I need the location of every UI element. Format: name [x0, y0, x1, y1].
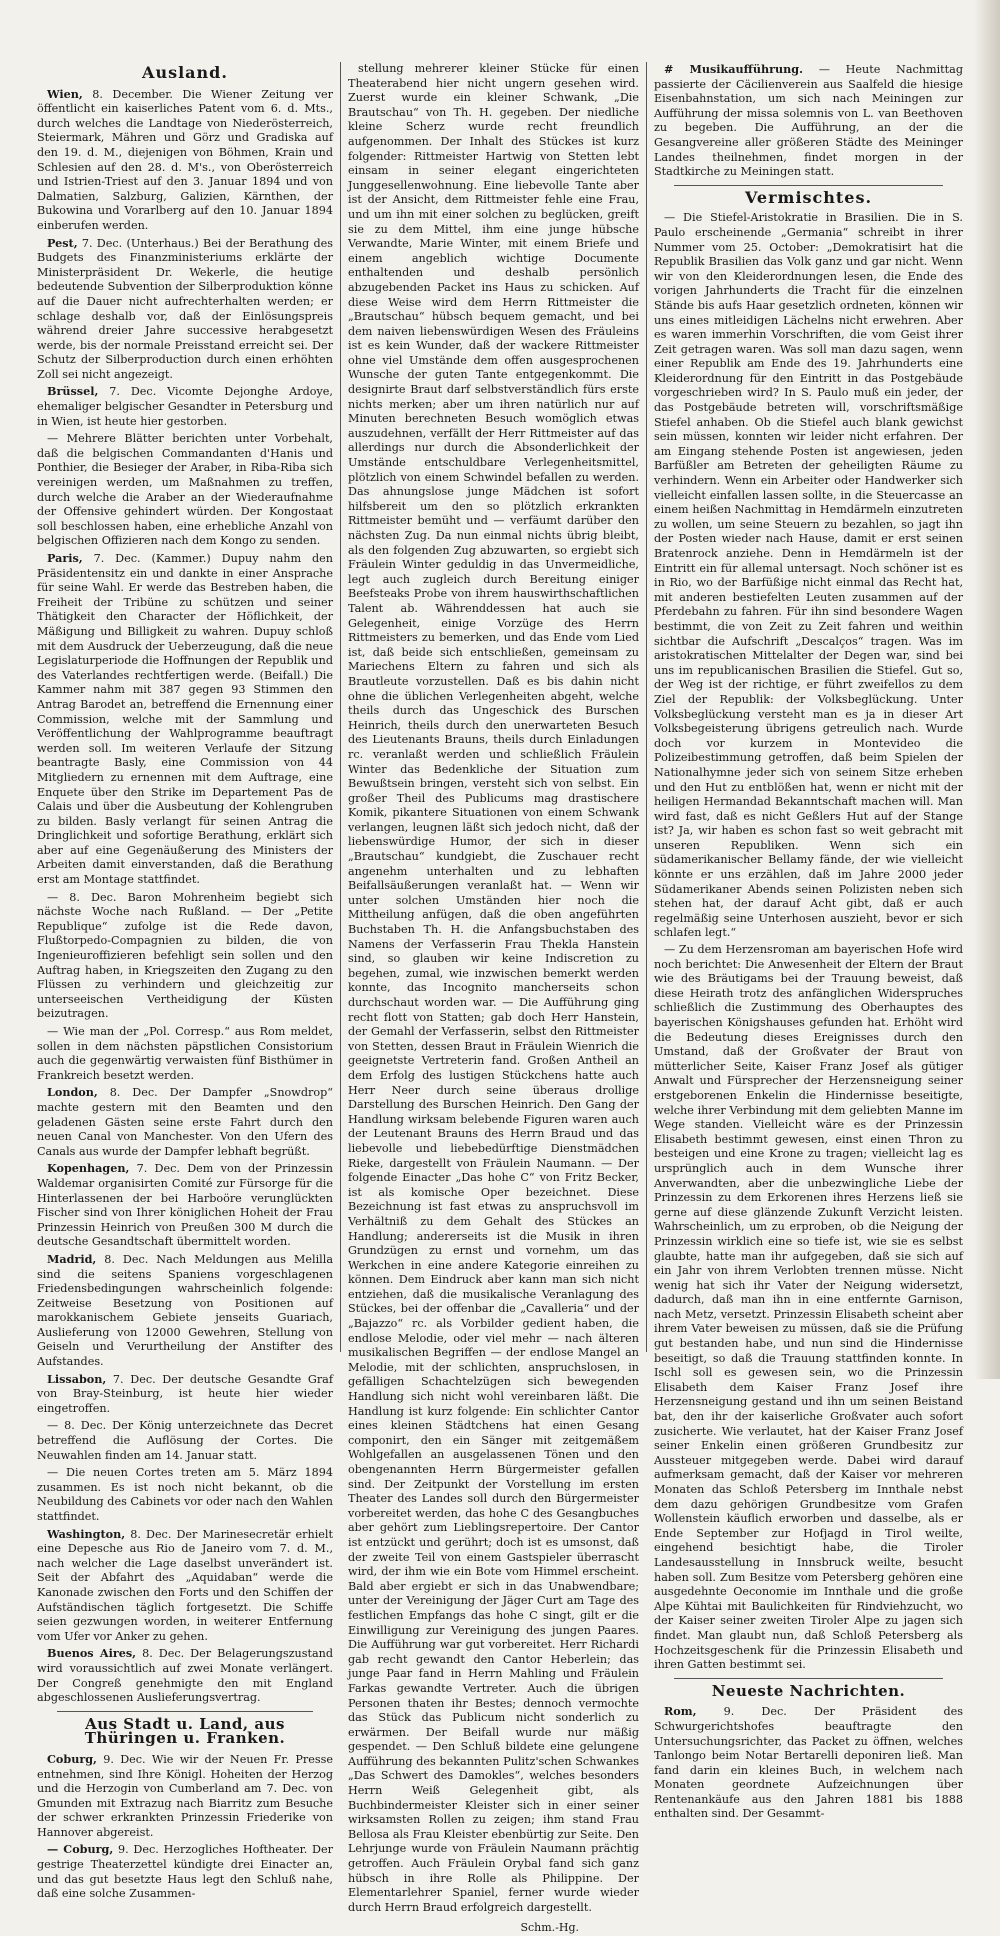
dateline: Kopenhagen, [47, 1161, 130, 1176]
dateline: Buenos Aires, [47, 1646, 137, 1661]
section-heading-stadt-land: Aus Stadt u. Land, aus Thüringen u. Franken. [84, 1714, 286, 1748]
article-text: 7. Dec. Dem von der Prinzessin Waldemar organisirten Comité zur Fürsorge für die Hinterlassenen der bei Harboöre verunglückten Fischer sind von Ihrer königlichen Hoheit der Frau Prinzessin Heinrich von Preußen 300 M durch die deutsche Gesandtschaft übermittelt worden. [37, 1162, 333, 1249]
dateline: Brüssel, [47, 384, 99, 399]
article-text: — Wie man der „Pol. Corresp.“ aus Rom meldet, sollen in dem nächsten päpstlichen Consistorium auch die gegenwärtig verwaisten fünf Bisthümer in Frankreich besetzt werden. [37, 1025, 333, 1082]
article-text: 7. Dec. Vicomte Dejonghe Ardoye, ehemaliger belgischer Gesandter in Petersburg und in Wien, ist heute hier gestorben. [37, 385, 333, 428]
dateline: Washington, [47, 1526, 126, 1541]
article [37, 1418, 333, 1463]
signature: Schm.-Hg. [520, 1921, 579, 1935]
page-edge [974, 0, 1000, 1379]
column-1 [30, 62, 340, 1901]
article [37, 1372, 333, 1417]
stadt-land-articles [37, 1752, 333, 1902]
divider [674, 185, 943, 186]
article [37, 1752, 333, 1841]
article-text: — 8. Dec. Der König unterzeichnete das Decret betreffend die Auflösung der Cortes. Die Neuwahlen finden am 14. Januar statt. [37, 1419, 333, 1462]
dateline: Madrid, [47, 1251, 97, 1266]
paragraph: — Zu dem Herzensroman am bayerischen Hofe wird noch berichtet: Die Anwesenheit der Eltern der Braut wie des Bräutigams bei der Trauung beweist, daß diese Heirath trotz des anfänglichen Widerspruches schließlich die Zustimmung des Oberhauptes des bayerischen Königshauses gefunden hat. Erhöht wird die Bedeutung dieses Ereignisses durch den Umstand, daß der Großvater der Braut von mütterlicher Seite, Kaiser Franz Josef als gütiger Anwalt und Fürsprecher der Herzensneigung seiner erstgeborenen Enkelin die Hindernisse beseitigte, welche ihrer Verbindung mit dem geliebten Manne im Wege standen. Vielleicht wäre es der Prinzessin Elisabeth bestimmt gewesen, einst einen Thron zu besteigen und eine Krone zu tragen; vielleicht lag es ursprünglich auch in dem Wunsche ihrer Anverwandten, aber die unbezwingliche Liebe der Prinzessin zu dem Erkorenen ihres Herzens ließ sie gerne auf diese glänzende Zukunft Verzicht leisten. Wahrscheinlich, um zu erproben, ob die Neigung der Prinzessin wirklich eine so tiefe ist, wie sie es selbst glaubte, hatte man ihr aufgegeben, daß sie sich auf ein Jahr von ihrem Verlobten trennen müsse. Nicht wenig hat sich ihr Vater der Neigung widersetzt, dadurch, daß man ihn in eine entfernte Garnison, nach Metz, versetzt. Prinzessin Elisabeth scheint aber ihrem Vater beweisen zu müssen, daß sie die Prüfung gut bestanden habe, und nun sind die Hindernisse beseitigt, so daß die Trauung stattfinden konnte. In Ischl soll es gewesen sein, wo die Prinzessin Elisabeth dem Kaiser Franz Josef ihre Herzensneigung gestand und ihn um seinen Beistand bat, den ihr der kaiserliche Großvater auch sofort zusicherte. Wie verlautet, hat der Kaiser Franz Josef seiner Enkelin einen größeren Grundbesitz zur Aussteuer mitgegeben werde. Dabei wird darauf aufmerksam gemacht, daß der Kaiser vor mehreren Monaten das Schloß Petersberg im Innthale nebst dem dazu gehörigen Grundbesitze vom Grafen Wollenstein käuflich erworben und dasselbe, als er Ende September zur Hofjagd in Tirol weilte, eingehend besichtigt habe, die Tiroler Landesausstellung in Innsbruck weilte, besucht haben soll. Zum Besitze vom Petersberg gehören eine ausgedehnte Oeconomie im Innthale und die große Alpe Kühtai mit Baulichkeiten für Rindviehzucht, wo der Kaiser seiner zweiten Tiroler Alpe zu jagen sich findet. Man glaubt nun, daß Schloß Petersberg als Hochzeitsgeschenk für die Prinzessin Elisabeth und ihren Gatten bestimmt sei. [654, 943, 963, 1672]
article [37, 1465, 333, 1524]
dateline: Lissabon, [47, 1371, 107, 1386]
article-text: — Die neuen Cortes treten am 5. März 1894 zusammen. Es ist noch nicht bekannt, ob die Neubildung des Cabinets vor oder nach den Wahlen stattfindet. [37, 1466, 333, 1523]
article [37, 236, 333, 383]
article-text: 8. Dec. Der Dampfer „Snowdrop“ machte gestern mit den Beamten und den geladenen Gästen seine erste Fahrt durch den neuen Canal von Manchester. Von den Ufern des Canals aus wurde der Dampfer lebhaft begrüßt. [37, 1086, 333, 1158]
article-text: — Heute Nachmittag passierte der Cäcilienverein aus Saalfeld die hiesige Eisenbahnstation, um sich nach Meiningen zur Aufführung der missa solemnis von L. van Beethoven zu begeben. Die Aufführung, an der die Gesangvereine aller größeren Städte des Meininger Landes theilnehmen, findet morgen in der Stadtkirche zu Meiningen statt. [654, 63, 963, 179]
article [37, 384, 333, 429]
dateline: Rom, [664, 1704, 697, 1719]
article-text: 9. Dec. Herzogliches Hoftheater. Der gestrige Theaterzettel kündigte drei Einacter an, und das gut besetzte Haus legt den Schluß nahe, daß eine solche Zusammen- [37, 1843, 333, 1901]
article-text: 8. Dec. Der Belagerungszustand wird voraussichtlich auf zwei Monate verlängert. Der Congreß genehmigte den mit England abgeschlossenen Auslieferungsvertrag. [37, 1647, 333, 1705]
article-text: — Mehrere Blätter berichten unter Vorbehalt, daß die belgischen Commandanten d'Hanis und Ponthier, die Besieger der Araber, in Riba-Riba sich vereinigen werden, um Maßnahmen zu treffen, durch welche die Araber an der Wiederaufnahme der Offensive gehindert würden. Der Kongostaat soll beschlossen haben, eine erhebliche Anzahl von belgischen Offizieren nach dem Kongo zu senden. [37, 432, 333, 548]
ausland-articles [37, 87, 333, 1706]
article [37, 1646, 333, 1705]
article [37, 1252, 333, 1370]
dateline: London, [47, 1085, 98, 1100]
article-text: 8. December. Die Wiener Zeitung ver öffentlicht ein kaiserliches Patent vom 6. d. Mts., durch welches die Landtage von Niederösterreich, Steiermark, Mähren und Görz und Gradiska auf den 19. d. M., diejenigen von Böhmen, Krain und Schlesien auf den 28. d. M's., von Oberösterreich und Istrien-Triest auf den 3. Januar 1894 und von Dalmatien, Salzburg, Galizien, Kärnthen, der Bukowina und Vorarlberg auf den 10. Januar 1894 einberufen werden. [37, 87, 333, 232]
article-text: 7. Dec. (Unterhaus.) Bei der Berathung des Budgets des Finanzministeriums erklärte der Ministerpräsident Dr. Wekerle, die heutige bedeutende Subvention der Silberproduktion könne auf die Dauer nicht aufrechterhalten werden; er schlage deshalb vor, daß der Einlösungspreis während dreier Jahre successive herabgesetzt werde, bis der normale Preisstand erreicht sei. Der Schutz der Silberproduction durch einen erhöhten Zoll sei nicht angezeigt. [37, 236, 333, 381]
article-musikauffuehrung [654, 62, 963, 180]
article-rom [654, 1704, 963, 1822]
divider [57, 1711, 313, 1712]
article-text: 9. Dec. Der Präsident des Schwurgerichtshofes beauftragte den Untersuchungsrichter, das Packet zu öffnen, welches Tanlongo beim Notar Bertarelli deponiren ließ. Man fand darin ein kleines Buch, in welchem nach Monaten geordnete Aufzeichnungen über Rentenankäufe aus den Jahren 1881 bis 1888 enthalten sind. Der Gesammt- [654, 1705, 963, 1821]
article [37, 551, 333, 888]
theater-review [348, 62, 639, 1915]
article [37, 1024, 333, 1083]
divider [674, 1678, 943, 1679]
dateline: Pest, [47, 235, 78, 250]
dateline: Paris, [47, 551, 83, 565]
paragraph: stellung mehrerer kleiner Stücke für einen Theaterabend hier nicht ungern gesehen wird. Zuerst wurde ein kleiner Schwank, „Die Brautschau“ von Th. H. gegeben. Der niedliche kleine Scherz wurde recht freundlich aufgenommen. Der Inhalt des Stückes ist kurz folgender: Rittmeister Hartwig von Stetten lebt einsam in seiner elegant eingerichteten Junggesellenwohnung. Eine liebevolle Tante aber ist der Ansicht, dem Rittmeister fehle eine Frau, und um ihn mit einer solchen zu beglücken, greift sie zu dem Mittel, ihm eine junge hübsche Verwandte, Marie Winter, mit einem Briefe und einem angeblich wichtige Documente enthaltenden und deshalb persönlich abzugebenden Packet ins Haus zu schicken. Auf diese Weise wird dem Herrn Rittmeister die „Brautschau“ hübsch bequem gemacht, und bei dem naiven liebenswürdigen Wesen des Fräuleins ist es kein Wunder, daß der wackere Rittmeister ohne viel Umstände dem offen ausgesprochenen Wunsche der guten Tante entgegenkommt. Die designirte Braut darf selbstverständlich fürs erste nichts merken; aber um ihren natürlich nur auf Minuten berechneten Besuch womöglich etwas auszudehnen, verfällt der Herr Rittmeister auf das allerdings nur durch die Absonderlichkeit der Umstände entschuldbare Verlegenheitsmittel, plötzlich von einem Schwindel befallen zu werden. Das ahnungslose junge Mädchen ist sofort hilfsbereit um den so plötzlich erkrankten Rittmeister bemüht und — verfäumt darüber den nächsten Zug. Da nun einmal nichts übrig bleibt, als den folgenden Zug abzuwarten, so ergiebt sich Fräulein Winter geduldig in das Unvermeidliche, legt auch zugleich durch Bereitung einiger Beefsteaks Probe von ihrem hauswirthschaftlichen Talent ab. Währenddessen hat auch sie Gelegenheit, einige Vorzüge des Herrn Rittmeisters zu bemerken, und das Ende vom Lied ist, daß beide sich entschließen, gemeinsam zu Mariechens Eltern zu fahren und sich als Brautleute vorzustellen. Daß es bis dahin nicht ohne die üblichen Verlegenheiten abgeht, welche theils durch das Ungeschick des Burschen Heinrich, theils durch den unerwarteten Besuch des Lieutenants Brauns, theils durch Einladungen rc. veranlaßt werden und schließlich Fräulein Winter das Bedenkliche der Situation zum Bewußtsein bringen, versteht sich von selbst. Ein großer Theil des Publicums mag drastischere Komik, pikantere Situationen von einem Schwank verlangen, leugnen läßt sich jedoch nicht, daß der liebenswürdige Humor, der sich in dieser „Brautschau“ kundgiebt, die Zuschauer recht angenehm unterhalten und zu lebhaften Beifallsäußerungen veranlaßt hat. — Wenn wir unter solchen Umständen hier noch die Mittheilung anfügen, daß die oben angeführten Buchstaben Th. H. die Anfangsbuchstaben des Namens der Verfasserin Frau Thekla Hanstein sind, so glauben wir keine Indiscretion zu begehen, zumal, wie inzwischen bemerkt werden konnte, das Incognito mancherseits schon durchschaut worden war. — Die Aufführung ging recht flott von Statten; gab doch Herr Hanstein, der Gemahl der Verfasserin, selbst den Rittmeister von Stetten, dessen Braut in Fräulein Wienrich die geeignetste Vertreterin fand. Großen Antheil an dem Erfolg des lustigen Stückchens hatte auch Herr Neer durch seine überaus drollige Darstellung des Burschen Heinrich. Den Gang der Handlung wirksam belebende Figuren waren auch der Leutenant Brauns des Herrn Braud und das liebevolle und liebebedürftige Dienstmädchen Rieke, dargestellt von Fräulein Naumann. — Der folgende Einacter „Das hohe C“ von Fritz Becker, ist als komische Oper bezeichnet. Diese Bezeichnung ist fast etwas zu anspruchsvoll im Verhältniß zu dem Gehalt des Stückes an Handlung; andererseits ist die Musik in ihren Grundzügen zu ernst und vornehm, um das Werkchen in eine andere Kategorie einreihen zu können. Dem Eindruck aber kann man sich nicht entziehen, daß die musikalische Veranlagung des Stückes, bei der offenbar die „Cavalleria“ und der „Bajazzo“ rc. als Vorbilder gedient haben, die endlose Melodie, oder viel mehr — nach älteren musikalischen Begriffen — der endlose Mangel an Melodie, mit der schlichten, anspruchslosen, in gefälligen Schachtelzügen sich bewegenden Handlung sich nicht wohl vereinbaren läßt. Die Handlung ist kurz folgende: Ein schlichter Cantor eines kleinen Städtchens hat einen Gesang componirt, den ein Sänger mit zeitgemäßem Wohlgefallen an ausgelassenen Tönen und den obengenannten Herrn Bürgermeister gefallen sind. Der Zeitpunkt der Vorstellung im ersten Theater des Landes soll durch den Bürgermeister vorbereitet werden, das hohe C des Gesangbuches aber gehört zum Lieblingsrepertoire. Der Cantor ist entzückt und gerührt; doch ist es umsonst, daß der zweite Teil von einem Gastspieler überrascht wird, der ihm wie ein Bote vom Himmel erscheint. Bald aber ergiebt er sich in das Unabwendbare; unter der Vereinigung der Jäger Curt am Tage des festlichen Empfangs das hohe C singt, gilt er die Einwilligung zur Vereinigung des jungen Paares. Die Aufführung war gut vorbereitet. Herr Richardi gab recht gewandt den Cantor Heberlein; das junge Paar fand in Herrn Mahling und Fräulein Farkas gewandte Vertreter. Auch die übrigen Personen thaten ihr Bestes; dennoch vermochte das Stück das Publicum nicht sonderlich zu erwärmen. Der Beifall wurde nur mäßig gespendet. — Den Schluß bildete eine gelungene Aufführung des bekannten Pulitz'schen Schwankes „Das Schwert des Damokles“, welches besonders Herrn Weiß Gelegenheit gibt, als Buchbindermeister Kleister sich in einer seiner wirksamsten Rollen zu zeigen; ihm stand Frau Bellosa als Frau Kleister ebenbürtig zur Seite. Den Lehrjunge wurde von Fräulein Naumann prächtig getroffen. Auch Fräulein Orybal fand sich ganz hübsch in ihre Rolle als Philippine. Der Elementarlehrer Spaniel, ferner wurde wieder durch Herrn Braud erfolgreich dargestellt. [348, 62, 639, 1914]
section-heading-ausland: Ausland. [142, 63, 228, 82]
vermischtes-articles [654, 211, 963, 1672]
article [37, 890, 333, 1022]
article [37, 87, 333, 234]
dateline: Wien, [47, 86, 83, 101]
article [37, 1085, 333, 1159]
article-text: 7. Dec. (Kammer.) Dupuy nahm den Präsidentensitz ein und dankte in einer Ansprache für seine Wahl. Er werde das Bestreben haben, die Freiheit der Tribüne zu schützen und seiner Thätigkeit den Character der Höflichkeit, der Mäßigung und Billigkeit zu wahren. Dupuy schloß mit dem Ausdruck der Ueberzeugung, daß die neue Legislaturperiode die Hoffnungen der Republik und des Vaterlandes rechtfertigen werde. (Beifall.) Die Kammer nahm mit 387 gegen 93 Stimmen den Antrag Barodet an, betreffend die Ernennung einer Commission, welche mit der Sammlung und Veröffentlichung der Wahlprogramme beauftragt werden soll. Im weiteren Verlaufe der Sitzung beantragte Basly, eine Commission von 44 Mitgliedern zu ernennen mit dem Auftrage, eine Enquete über den Strike im Departement Pas de Calais und über die Ausbeutung der Kohlengruben zu bilden. Basly verlangt für seinen Antrag die Dringlichkeit und sofortige Berathung, erklärt sich aber auf eine Gegenäußerung des Ministers der Arbeiten damit einverstanden, daß die Berathung erst am Montage stattfindet. [37, 552, 333, 887]
section-heading-neueste-nachrichten: Neueste Nachrichten. [711, 1681, 906, 1700]
dateline: Coburg, [47, 1751, 97, 1766]
article-text: — 8. Dec. Baron Mohrenheim begiebt sich nächste Woche nach Rußland. — Der „Petite Republique“ zufolge ist die Rede davon, Flußtorpedo-Compagnien zu bilden, die von Ingenieuroffizieren befehligt sein sollen und den Auftrag haben, in Kriegszeiten den Zugang zu den Flüssen zu verhindern und gleichzeitig zur unterseeischen Vertheidigung der Küsten beizutragen. [37, 890, 333, 1021]
article-text: 9. Dec. Wie wir der Neuen Fr. Presse entnehmen, sind Ihre Königl. Hoheiten der Herzog und die Herzogin von Cumberland am 7. Dec. von Gmunden mit Extrazug nach Biarritz zum Besuche der schwer erkrankten Prinzessin Friederike von Hannover abgereist. [37, 1752, 333, 1839]
dateline: — Coburg, [47, 1842, 114, 1857]
article [37, 431, 333, 549]
article-text: 8. Dec. Der Marinesecretär erhielt eine Depesche aus Rio de Janeiro vom 7. d. M., nach welcher die Lage daselbst unverändert ist. Seit der Abfahrt des „Aquidaban“ werde die Kanonade zwischen den Forts und den Schiffen der Aufständischen täglich fortgesetzt. Die Schiffe seien gezwungen worden, in weiterer Entfernung vom Ufer vor Anker zu gehen. [37, 1527, 333, 1643]
article-text: 8. Dec. Nach Meldungen aus Melilla sind die seitens Spaniens vorgeschlagenen Friedensbedingungen wahrscheinlich folgende: Zeitweise Besetzung von Positionen auf marokkanischem Gebiete jenseits Guariach, Auslieferung von 12000 Gewehren, Stellung von Geiseln und Verurtheilung der Anstifter des Aufstandes. [37, 1252, 333, 1369]
article-text: 7. Dec. Der deutsche Gesandte Graf von Bray-Steinburg, ist heute hier wieder eingetroffen. [37, 1372, 333, 1415]
dateline: # Musikaufführung. [664, 62, 803, 76]
columns [30, 62, 970, 1935]
article [37, 1842, 333, 1901]
section-heading-vermischtes: Vermischtes. [744, 187, 873, 207]
article [37, 1161, 333, 1250]
column-3 [646, 62, 970, 1821]
article [37, 1527, 333, 1645]
paragraph: — Die Stiefel-Aristokratie in Brasilien. Die in S. Paulo erscheinende „Germania“ schreibt in ihrer Nummer vom 25. October: „Demokratisirt hat die Republik Brasilien das Volk ganz und gar nicht. Wenn wir von den Kleiderordnungen lesen, die Ende des vorigen Jahrhunderts die Tracht für die einzelnen Stände bis aufs Haar gesetzlich ordneten, können wir uns eines mitleidigen Lächelns nicht erwehren. Aber es waren immerhin Vorschriften, die vom Geist ihrer Zeit getragen waren. Was soll man dazu sagen, wenn einer Republik am Ende des 19. Jahrhunderts eine Kleiderordnung für den Eintritt in das Postgebäude vorgeschrieben wird? In S. Paulo muß ein jeder, der das Postgebäude betreten will, vorschriftsmäßige Stiefel anhaben. Ob die Stiefel auch blank gewichst sein müssen, konnten wir leider nicht erfahren. Der am Eingang stehende Posten ist angewiesen, jeden Barfüßler am Betreten der geheiligten Räume zu verhindern. Wenn ein Arbeiter oder Handwerker sich vielleicht einfallen lassen sollte, in die Steuercasse an einem heißen Nachmittag in Hemdärmeln einzutreten zu wollen, um seine Steuern zu bezahlen, so jagt ihn der Posten wieder nach Hause, damit er erst seinen Bratenrock anziehe. Denn in Hemdärmeln ist der Eintritt ein für allemal untersagt. Noch schöner ist es in Rio, wo der Barfüßige nicht einmal das Recht hat, mit anderen bestiefelten Leuten zusammen auf der Pferdebahn zu fahren. Für ihn sind besondere Wagen bestimmt, die von Zeit zu Zeit fahren und weithin sichtbar die Aufschrift „Descalços“ tragen. Was im aristokratischen Mittelalter der Degen war, sind bei uns im republicanischen Brasilien die Stiefel. Gut so, der Weg ist der richtige, er führt zweifellos zu dem Ziel der Republik: der Volksbeglückung. Unter Volksbeglückung versteht man es ja in dieser Art Volksbegeisterung übrigens getreulich nach. Wurde doch vor kurzem in Montevideo die Polizeibestimmung getroffen, daß beim Spielen der Nationalhymne jeder sich von seinem Sitze erheben und den Hut zu entblößen hat, wenn er nicht mit der heiligen Hermandad Bekanntschaft machen will. Man wird fast, daß es nicht Geßlers Hut auf der Stange ist? Ja, wir haben es schon fast so weit gebracht mit unseren Republiken. Wenn sich ein südamerikanischer Bellamy fände, der wie vielleicht könnte er uns erzählen, daß im Jahre 2000 jeder Südamerikaner Abends seinen Polizisten neben sich stehen hat, der darauf Acht gibt, daß er auch regelmäßig seine Unterhosen auszieht, bevor er sich schlafen legt.“ [654, 211, 963, 940]
column-2 [340, 62, 646, 1935]
